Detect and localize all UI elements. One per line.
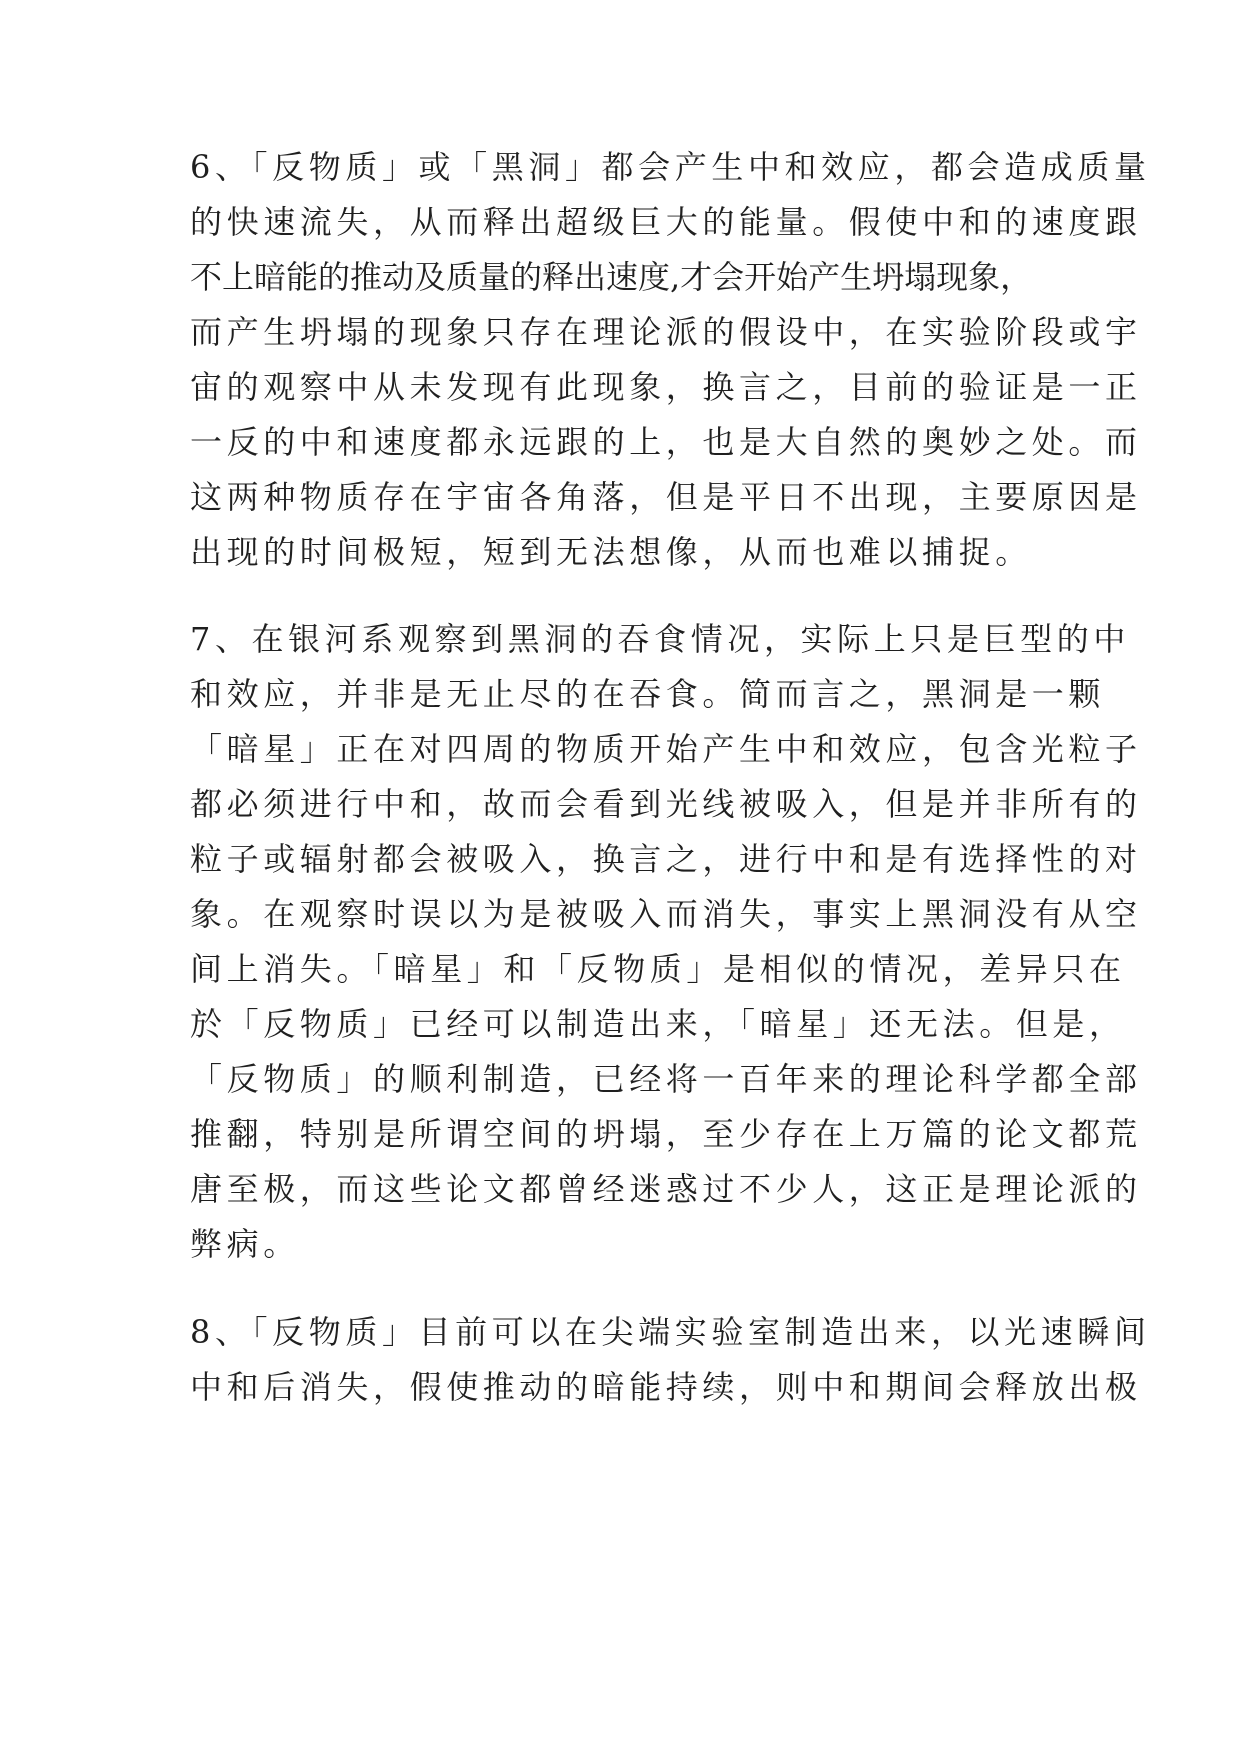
text-line: 6、「反物质」或「黑洞」都会产生中和效应，都会造成质量 (190, 148, 1151, 186)
text-line: 的快速流失，从而释出超级巨大的能量。假使中和的速度跟 (190, 203, 1142, 241)
text-line: 和效应，并非是无止尽的在吞食。简而言之，黑洞是一颗 (190, 675, 1106, 713)
text-line: 间上消失。「暗星」和「反物质」是相似的情况，差异只在 (190, 950, 1126, 988)
paragraph-6 (190, 140, 1151, 580)
text-line: 不上暗能的推动及质量的释出速度,才会开始产生坍塌现象， (190, 258, 1033, 296)
text-line: 一反的中和速度都永远跟的上，也是大自然的奥妙之处。而 (190, 423, 1142, 461)
text-line: 8、「反物质」目前可以在尖端实验室制造出来，以光速瞬间 (190, 1313, 1151, 1351)
paragraph-7 (190, 612, 1142, 1272)
text-line: 於「反物质」已经可以制造出来，「暗星」还无法。但是， (190, 1005, 1126, 1043)
text-line: 宙的观察中从未发现有此现象，换言之，目前的验证是一正 (190, 368, 1142, 406)
text-line: 「反物质」的顺利制造，已经将一百年来的理论科学都全部 (190, 1060, 1142, 1098)
paragraph-8 (190, 1305, 1151, 1415)
text-line: 唐至极，而这些论文都曾经迷惑过不少人，这正是理论派的 (190, 1170, 1142, 1208)
text-line: 而产生坍塌的现象只存在理论派的假设中，在实验阶段或宇 (190, 313, 1142, 351)
text-line: 弊病。 (190, 1225, 300, 1263)
text-line: 都必须进行中和，故而会看到光线被吸入，但是并非所有的 (190, 785, 1142, 823)
text-line: 象。在观察时误以为是被吸入而消失，事实上黑洞没有从空 (190, 895, 1142, 933)
text-line: 粒子或辐射都会被吸入，换言之，进行中和是有选择性的对 (190, 840, 1142, 878)
text-line: 出现的时间极短，短到无法想像，从而也难以捕捉。 (190, 533, 1032, 571)
text-line: 推翻，特别是所谓空间的坍塌，至少存在上万篇的论文都荒 (190, 1115, 1142, 1153)
text-line: 这两种物质存在宇宙各角落，但是平日不出现，主要原因是 (190, 478, 1142, 516)
text-line: 「暗星」正在对四周的物质开始产生中和效应，包含光粒子 (190, 730, 1142, 768)
text-line: 中和后消失，假使推动的暗能持续，则中和期间会释放出极 (190, 1368, 1142, 1406)
text-line: 7、在银河系观察到黑洞的吞食情况，实际上只是巨型的中 (190, 620, 1130, 658)
